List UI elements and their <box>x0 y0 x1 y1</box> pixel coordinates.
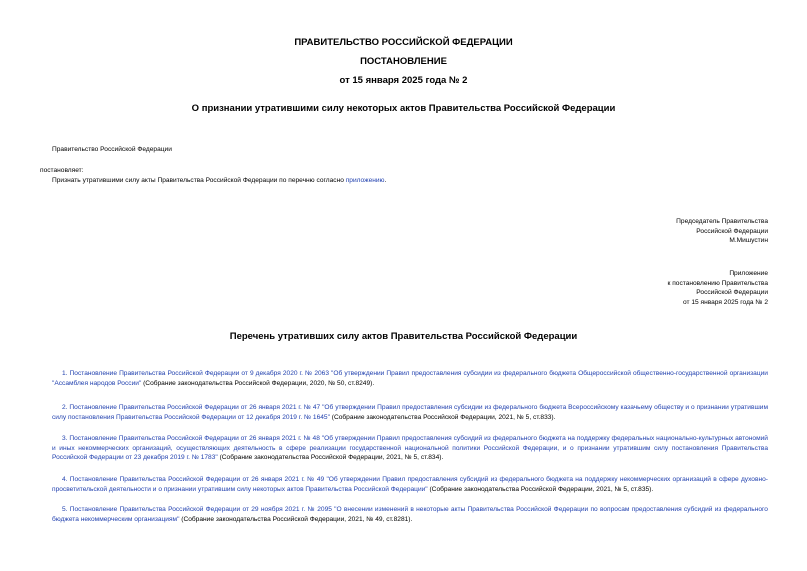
item-source: (Собрание законодательства Российской Федерации, 2021, № 5, ст.835). <box>427 485 654 493</box>
item-source: (Собрание законодательства Российской Федерации, 2021, № 49, ст.8281). <box>179 515 413 523</box>
decision-text <box>52 176 386 185</box>
item-link[interactable]: Постановление Правительства Российской Федерации от 29 ноября 2021 г. № 2095 "О внесении изменений в некоторые акты Правительства Российской Федерации по вопросам предоставления субсидий из федерального бюджета некоммерческим организациям" <box>52 506 768 523</box>
signature-line-1: Председатель Правительства <box>676 218 768 225</box>
signature-block <box>676 217 768 246</box>
appendix-block <box>668 269 769 307</box>
signature-line-3: М.Мишустин <box>729 237 768 245</box>
government-heading: ПРАВИТЕЛЬСТВО РОССИЙСКОЙ ФЕДЕРАЦИИ <box>294 37 513 48</box>
item-number[interactable]: 5. <box>62 506 68 513</box>
item-link[interactable]: Постановление Правительства Российской Федерации от 26 января 2021 г. № 49 "Об утверждении Правил предоставления субсидий из федерального бюджета на поддержку некоммерческих организаций в сфере духовно-просветительской деятельности и о признании утратившим силу некоторых актов Правительства Российской Федерации" <box>52 476 768 493</box>
list-item <box>52 434 768 463</box>
list-item <box>52 475 768 494</box>
item-source: (Собрание законодательства Российской Федерации, 2021, № 5, ст.833). <box>329 413 556 421</box>
appendix-line-2: к постановлению Правительства <box>667 279 768 287</box>
appendix-line-3: Российской Федерации <box>696 289 768 297</box>
appendix-link[interactable]: приложению <box>345 177 385 184</box>
decision-text-after: . <box>384 177 387 184</box>
appendix-line-1: Приложение <box>729 270 768 277</box>
list-item <box>52 505 768 524</box>
item-source: (Собрание законодательства Российской Федерации, 2021, № 5, ст.834). <box>217 454 444 461</box>
list-title: Перечень утративших силу актов Правительства Российской Федерации <box>229 331 578 342</box>
item-link[interactable]: Постановление Правительства Российской Федерации от 9 декабря 2020 г. № 2063 "Об утверждении Правил предоставления субсидии из федерального бюджета Общероссийской общественно-государственной организации "Ассамблея народов России" <box>52 370 768 387</box>
government-line: Правительство Российской Федерации <box>52 146 172 153</box>
document-type: ПОСТАНОВЛЕНИЕ <box>360 56 447 67</box>
item-number[interactable]: 1. <box>62 370 68 377</box>
list-item <box>52 403 768 422</box>
item-link[interactable]: Постановление Правительства Российской Федерации от 26 января 2021 г. № 48 "Об утверждении Правил предоставления субсидий из федерального бюджета на поддержку федеральных национально-культурных автономий и иных некоммерческих организаций, осуществляющих деятельность в сфере реализации государственной национальной политики Российской Федерации, и о признании утратившим силу постановления Правительства Российской Федерации от 23 декабря 2019 г. № 1783" <box>52 435 768 461</box>
document-date-number: от 15 января 2025 года № 2 <box>339 75 468 86</box>
appendix-line-4: от 15 января 2025 года № 2 <box>682 298 768 306</box>
item-number[interactable]: 3. <box>62 435 68 442</box>
list-item <box>52 369 768 388</box>
document-title: О признании утратившими силу некоторых актов Правительства Российской Федерации <box>191 103 616 114</box>
decides-label: постановляет: <box>40 167 84 174</box>
item-number[interactable]: 2. <box>62 404 68 411</box>
signature-line-2: Российской Федерации <box>696 227 768 235</box>
item-link[interactable]: Постановление Правительства Российской Федерации от 26 января 2021 г. № 47 "Об утверждении Правил предоставления субсидии из федерального бюджета Всероссийскому казачьему обществу и о признании утратившим силу постановления Правительства Российской Федерации от 12 декабря 2019 г. № 1645" <box>52 404 768 421</box>
decision-text-before: Признать утратившими силу акты Правительства Российской Федерации по перечню согласно <box>52 177 346 184</box>
item-number[interactable]: 4. <box>62 476 68 483</box>
item-source: (Собрание законодательства Российской Федерации, 2020, № 50, ст.8249). <box>141 379 375 387</box>
